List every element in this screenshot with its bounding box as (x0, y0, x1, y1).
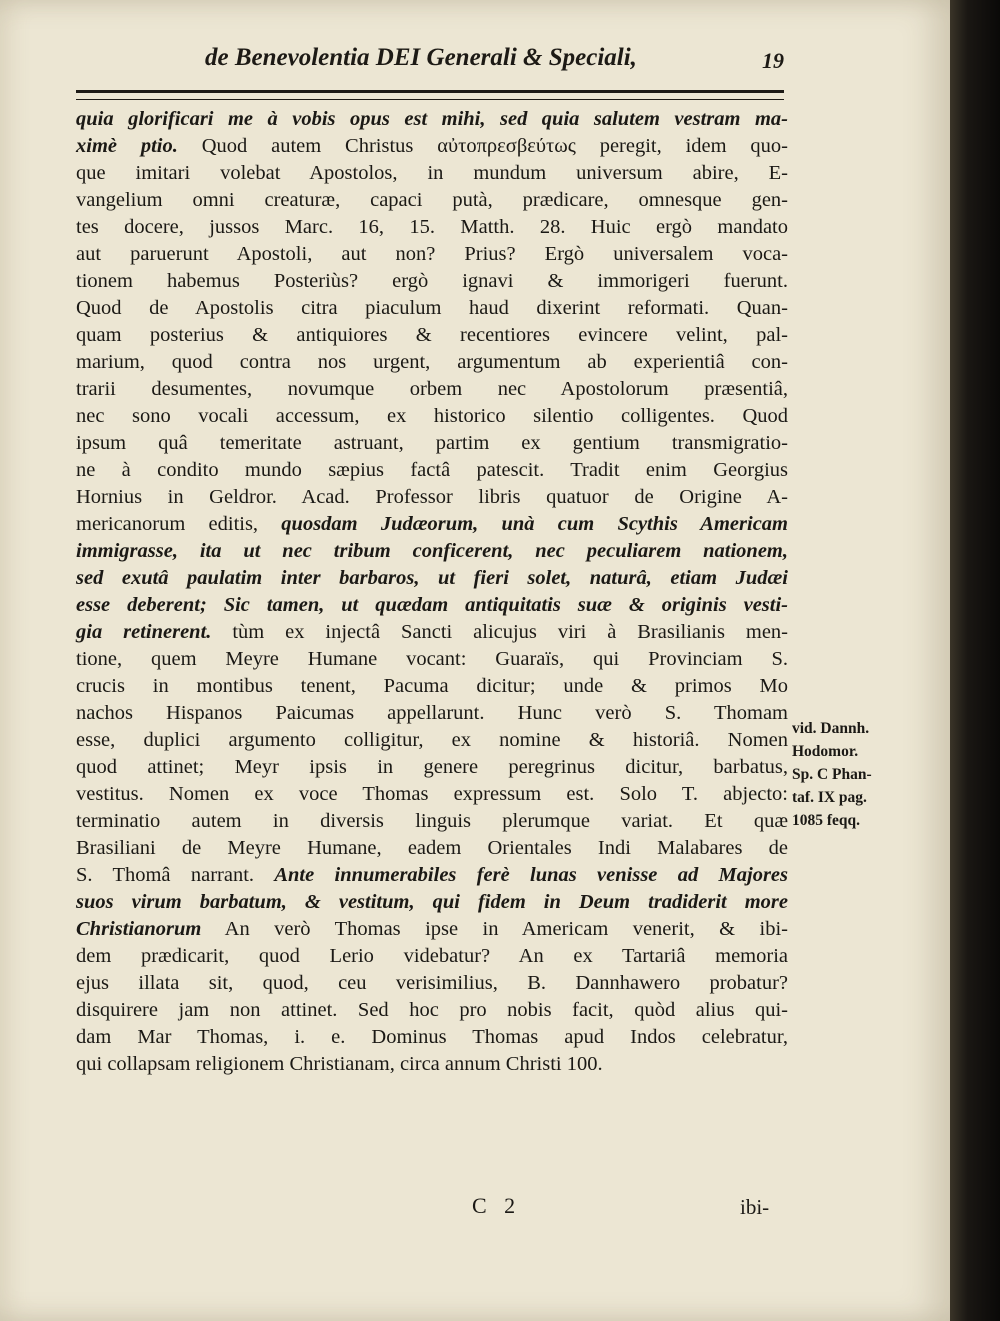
marginal-note-line: 1085 feqq. (792, 812, 861, 829)
text-line (76, 214, 788, 241)
text-segment: disquirere jam non attinet. Sed hoc pro nobis facit, quòd alius qui- (76, 999, 788, 1021)
text-line (76, 268, 788, 295)
text-segment: quod attinet; Meyr ipsis in genere peregrinus dicitur, barbatus, (76, 756, 788, 778)
header-rule (76, 90, 784, 100)
text-segment: que imitari volebat Apostolos, in mundum universum abire, E- (76, 162, 788, 184)
text-line (76, 160, 788, 187)
text-segment: crucis in montibus tenent, Pacuma dicitur; unde & primos Mo (76, 675, 788, 697)
italic-segment: ximè ptio. (76, 135, 178, 157)
marginal-note-line: taf. IX pag. (792, 789, 867, 806)
text-segment: nec sono vocali accessum, ex historico silentio colligentes. Quod (76, 405, 788, 427)
italic-segment: suos virum barbatum, & vestitum, qui fidem in Deum tradiderit more (76, 891, 788, 913)
text-segment: terminatio autem in diversis linguis plerumque variat. Et quæ (76, 810, 788, 832)
italic-segment: quia glorificari me à vobis opus est mihi, sed quia salutem vestram ma- (76, 108, 788, 130)
text-segment: Brasiliani de Meyre Humane, eadem Orientales Indi Malabares de (76, 837, 788, 859)
signature-mark: C 2 (472, 1193, 522, 1218)
text-line (76, 700, 788, 727)
text-line (76, 484, 788, 511)
text-line (76, 322, 788, 349)
text-segment: ejus illata sit, quod, ceu verisimilius, B. Dannhawero probatur? (76, 972, 788, 994)
text-line (76, 133, 788, 160)
text-line (76, 457, 788, 484)
text-segment: Hornius in Geldror. Acad. Professor libris quatuor de Origine A- (76, 486, 788, 508)
text-line (76, 295, 788, 322)
text-segment: ne à condito mundo sæpius factâ patescit. Tradit enim Georgius (76, 459, 788, 481)
text-segment: mericanorum editis, (76, 513, 282, 535)
text-line (76, 646, 788, 673)
text-line (76, 808, 788, 835)
text-line (76, 997, 788, 1024)
text-line (76, 916, 788, 943)
text-segment: tùm ex injectâ Sancti alicujus viri à Brasilianis men- (211, 621, 788, 643)
text-segment: An verò Thomas ipse in Americam venerit, & ibi- (201, 918, 788, 940)
text-segment: esse, duplici argumento colligitur, ex nomine & historiâ. Nomen (76, 729, 788, 751)
text-segment: aut paruerunt Apostoli, aut non? Prius? Ergò universalem voca- (76, 243, 788, 265)
running-title: de Benevolentia DEI Generali & Speciali, (205, 44, 637, 71)
text-line (76, 187, 788, 214)
italic-segment: immigrasse, ita ut nec tribum conficerent, nec peculiarem nationem, (76, 540, 788, 562)
text-segment: ipsum quâ temeritate astruant, partim ex gentium transmigratio- (76, 432, 788, 454)
marginal-note-line: Sp. C Phan- (792, 766, 872, 783)
text-line (76, 241, 788, 268)
text-line (76, 403, 788, 430)
text-segment: qui collapsam religionem Christianam, circa annum Christi 100. (76, 1053, 603, 1075)
italic-segment: Christianorum (76, 918, 202, 940)
text-segment: S. Thomâ narrant. (76, 864, 275, 886)
page-number: 19 (762, 48, 784, 73)
text-line (76, 862, 788, 889)
text-segment: dam Mar Thomas, i. e. Dominus Thomas apud Indos celebratur, (76, 1026, 788, 1048)
italic-segment: Ante innumerabiles ferè lunas venisse ad Majores (274, 864, 788, 886)
italic-segment: sed exutâ paulatim inter barbaros, ut fieri solet, naturâ, etiam Judæi (76, 567, 788, 589)
italic-segment: quosdam Judæorum, unà cum Scythis Americam (281, 513, 788, 535)
text-segment: Quod de Apostolis citra piaculum haud dixerint reformati. Quan- (76, 297, 788, 319)
text-line (76, 511, 788, 538)
text-line (76, 1051, 788, 1078)
text-line (76, 619, 788, 646)
text-segment: tionem habemus Posteriùs? ergò ignavi & immorigeri fuerunt. (76, 270, 788, 292)
text-segment: nachos Hispanos Paicumas appellarunt. Hunc verò S. Thomam (76, 702, 788, 724)
italic-segment: esse deberent; Sic tamen, ut quædam antiquitatis suæ & originis vesti- (76, 594, 788, 616)
text-segment: tione, quem Meyre Humane vocant: Guaraïs, qui Provinciam S. (76, 648, 788, 670)
text-line (76, 565, 788, 592)
text-line (76, 673, 788, 700)
text-line (76, 754, 788, 781)
text-line (76, 430, 788, 457)
marginal-note-line: Hodomor. (792, 743, 859, 760)
text-line (76, 970, 788, 997)
text-segment: trarii desumentes, novumque orbem nec Apostolorum præsentiâ, (76, 378, 788, 400)
text-segment: marium, quod contra nos urgent, argumentum ab experientiâ con- (76, 351, 788, 373)
text-segment: Quod autem Christus αὐτοπρεσβεύτως peregit, idem quo- (177, 135, 788, 157)
text-segment: quam posterius & antiquiores & recentiores evincere velint, pal- (76, 324, 788, 346)
text-segment: dem prædicarit, quod Lerio videbatur? An ex Tartariâ memoria (76, 945, 788, 967)
text-line (76, 727, 788, 754)
marginal-note-line: vid. Dannh. (792, 720, 870, 737)
page-edge-shadow (950, 0, 1000, 1321)
text-segment: vangelium omni creaturæ, capaci putà, prædicare, omnesque gen- (76, 189, 788, 211)
text-line (76, 376, 788, 403)
text-line (76, 538, 788, 565)
italic-segment: gia retinerent. (76, 621, 212, 643)
text-line (76, 835, 788, 862)
text-line (76, 349, 788, 376)
text-segment: tes docere, jussos Marc. 16, 15. Matth. 28. Huic ergò mandato (76, 216, 788, 238)
text-line (76, 781, 788, 808)
catchword: ibi- (740, 1195, 770, 1219)
text-line (76, 943, 788, 970)
text-segment: vestitus. Nomen ex voce Thomas expressum est. Solo T. abjecto: (76, 783, 788, 805)
text-line (76, 592, 788, 619)
main-text-block (76, 106, 788, 1078)
text-line (76, 106, 788, 133)
text-line (76, 1024, 788, 1051)
marginal-note (792, 717, 942, 832)
text-line (76, 889, 788, 916)
